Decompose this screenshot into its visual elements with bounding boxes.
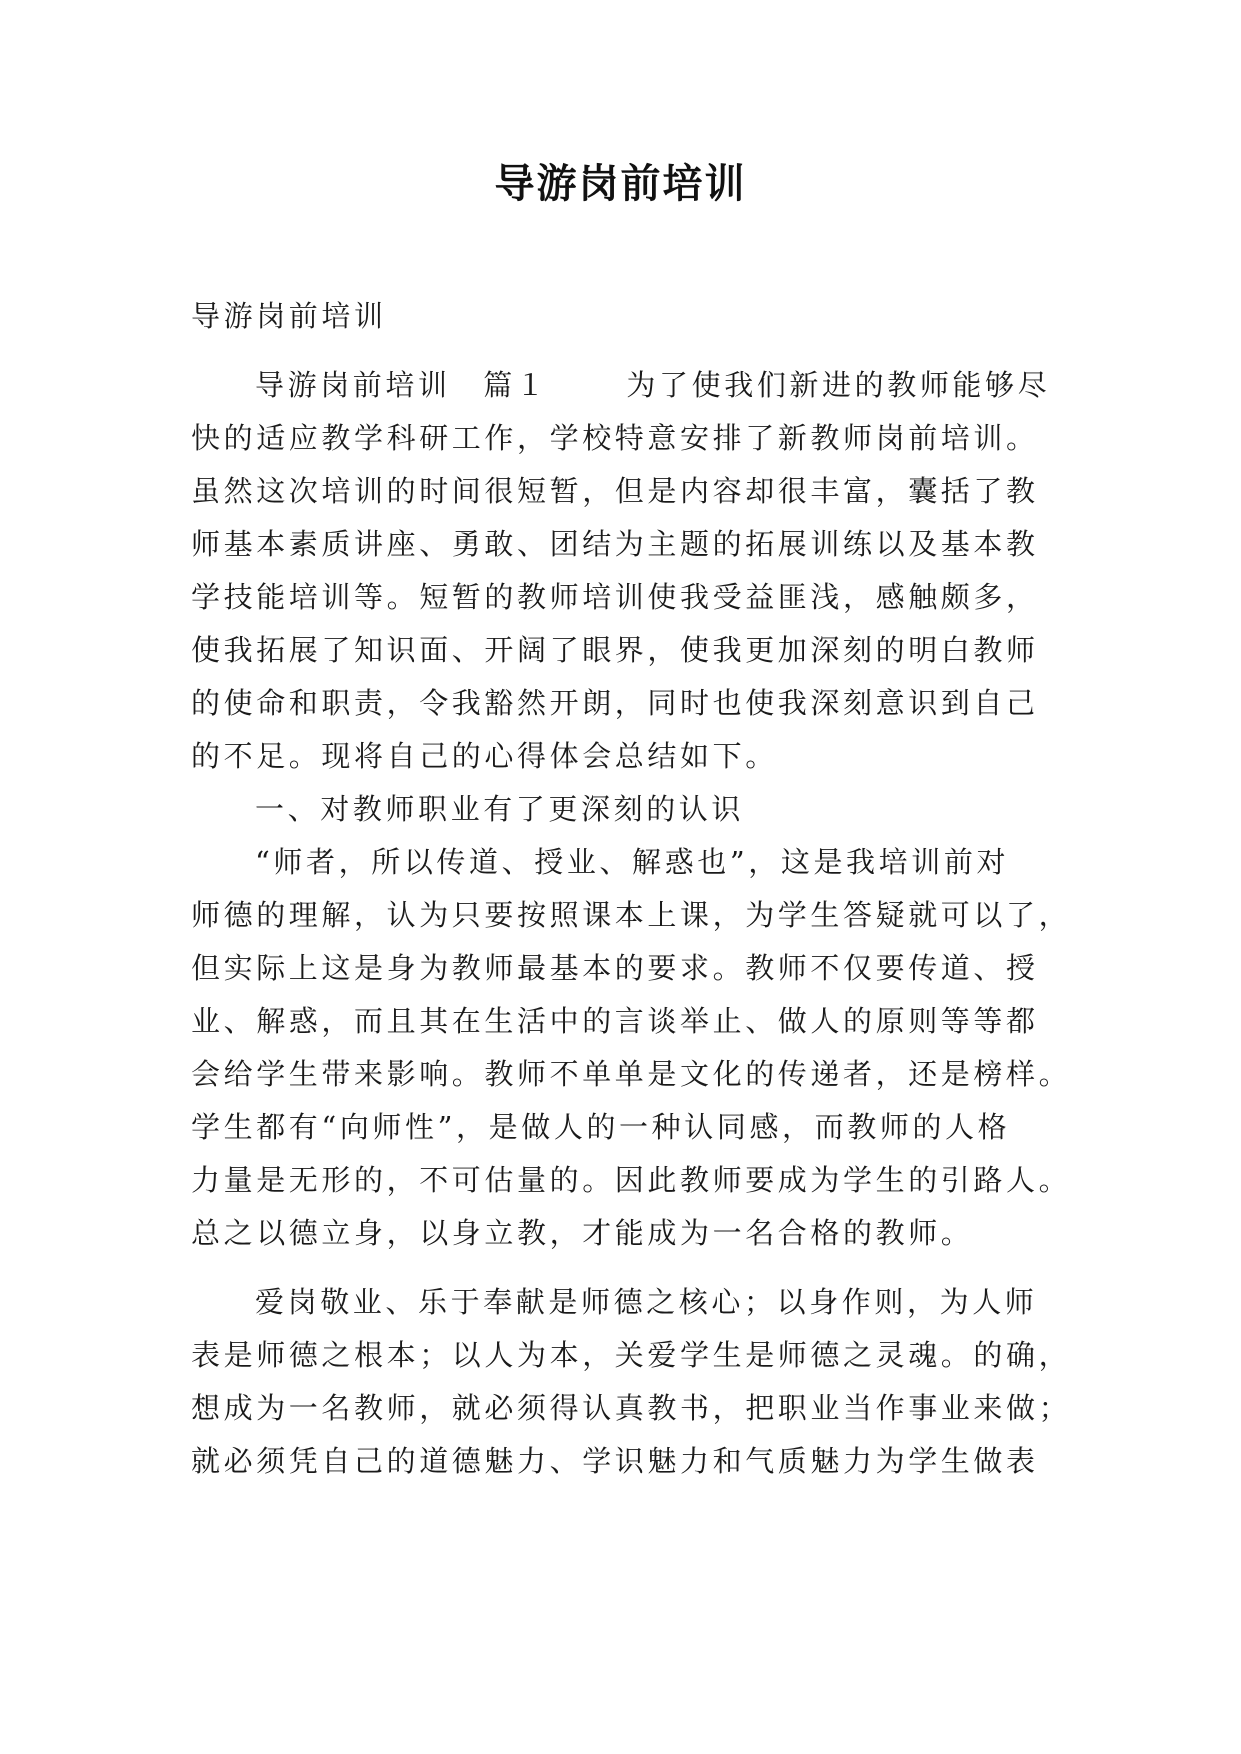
paragraph-line: 师基本素质讲座、勇敢、团结为主题的拓展训练以及基本教 bbox=[191, 527, 1039, 561]
paragraph-line: 力量是无形的，不可估量的。因此教师要成为学生的引路人。 bbox=[191, 1163, 1072, 1197]
document-subtitle: 导游岗前培训 bbox=[191, 299, 387, 333]
paragraph-line: 的使命和职责，令我豁然开朗，同时也使我深刻意识到自己 bbox=[191, 686, 1039, 720]
paragraph-line: 想成为一名教师，就必须得认真教书，把职业当作事业来做； bbox=[191, 1391, 1072, 1425]
paragraph-line: “师者，所以传道、授业、解惑也”，这是我培训前对 bbox=[255, 845, 1010, 879]
document-title: 导游岗前培训 bbox=[494, 160, 747, 207]
paragraph-line: 师德的理解，认为只要按照课本上课，为学生答疑就可以了， bbox=[191, 898, 1072, 932]
paragraph-line: 会给学生带来影响。教师不单单是文化的传递者，还是榜样。 bbox=[191, 1057, 1072, 1091]
paragraph-line: 快的适应教学科研工作，学校特意安排了新教师岗前培训。 bbox=[191, 421, 1039, 455]
paragraph-line: 但实际上这是身为教师最基本的要求。教师不仅要传道、授 bbox=[191, 951, 1039, 985]
paragraph-line: 导游岗前培训 篇１ 为了使我们新进的教师能够尽 bbox=[255, 368, 1051, 402]
document-body bbox=[191, 290, 1072, 1488]
paragraph-line: 就必须凭自己的道德魅力、学识魅力和气质魅力为学生做表 bbox=[191, 1444, 1039, 1478]
paragraph-line: 业、解惑，而且其在生活中的言谈举止、做人的原则等等都 bbox=[191, 1004, 1039, 1038]
paragraph-line: 学生都有“向师性”，是做人的一种认同感，而教师的人格 bbox=[191, 1110, 1011, 1144]
paragraph-line: 爱岗敬业、乐于奉献是师德之核心；以身作则，为人师 bbox=[255, 1285, 1038, 1319]
section-heading: 一、对教师职业有了更深刻的认识 bbox=[255, 792, 745, 826]
paragraph-line: 虽然这次培训的时间很短暂，但是内容却很丰富，囊括了教 bbox=[191, 474, 1039, 508]
paragraph-line: 学技能培训等。短暂的教师培训使我受益匪浅，感触颇多， bbox=[191, 580, 1039, 614]
paragraph-line: 的不足。现将自己的心得体会总结如下。 bbox=[191, 739, 778, 773]
paragraph-line: 总之以德立身，以身立教，才能成为一名合格的教师。 bbox=[191, 1216, 974, 1250]
paragraph-line: 使我拓展了知识面、开阔了眼界，使我更加深刻的明白教师 bbox=[191, 633, 1039, 667]
paragraph-line: 表是师德之根本；以人为本，关爱学生是师德之灵魂。的确， bbox=[191, 1338, 1072, 1372]
